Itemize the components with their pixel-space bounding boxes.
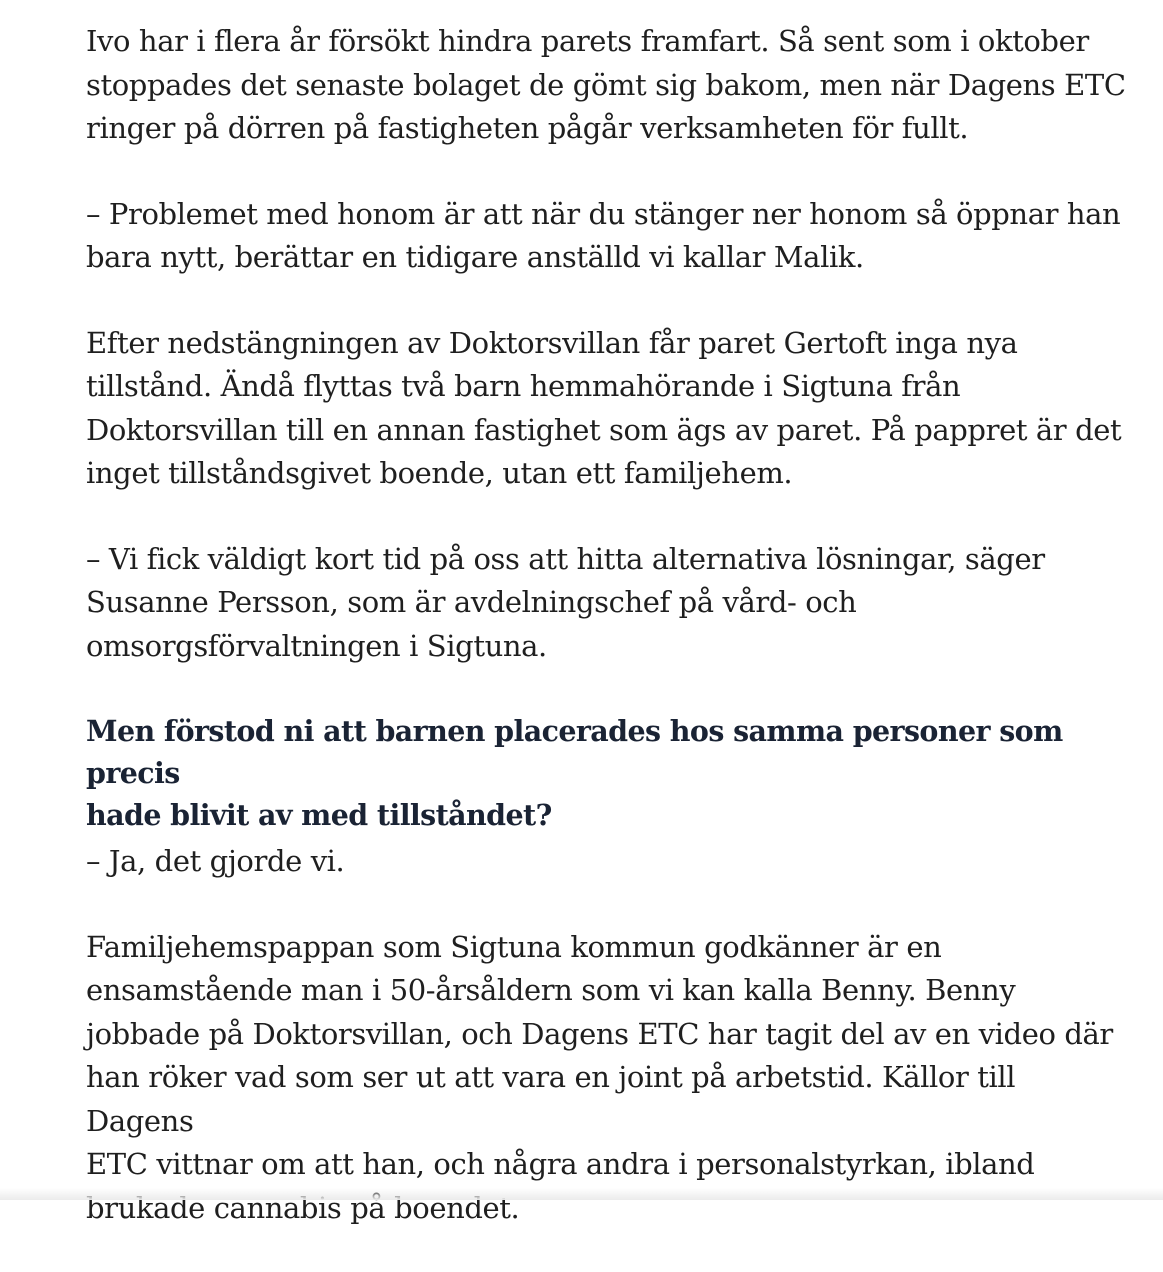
bottom-edge-shadow <box>0 1188 1163 1200</box>
interview-question: Men förstod ni att barnen placerades hos samma personer som precis hade blivit av med tillståndet? <box>86 710 1126 836</box>
interview-answer: – Ja, det gjorde vi. <box>86 840 1126 884</box>
paragraph-benny: Familjehemspappan som Sigtuna kommun godkänner är en ensamstående man i 50-årsåldern som vi kan kalla Benny. Benny jobbade på Doktorsvillan, och Dagens ETC har tagit del av en video där han röker vad som ser ut att vara en joint på arbetstid. Källor till Dagens ETC vittnar om att han, och några andra i personalstyrkan, ibland brukade cannabis på boendet. <box>86 926 1126 1231</box>
article-body <box>86 20 1126 1272</box>
paragraph-doktorsvillan: Efter nedstängningen av Doktorsvillan får paret Gertoft inga nya tillstånd. Ändå flyttas två barn hemmahörande i Sigtuna från Doktorsvillan till en annan fastighet som ägs av paret. På pappret är det inget tillståndsgivet boende, utan ett familjehem. <box>86 322 1126 496</box>
paragraph-ivo: Ivo har i flera år försökt hindra parets framfart. Så sent som i oktober stoppades det senaste bolaget de gömt sig bakom, men när Dagens ETC ringer på dörren på fastigheten pågår verksamheten för fullt. <box>86 20 1126 151</box>
paragraph-persson-quote: – Vi fick väldigt kort tid på oss att hitta alternativa lösningar, säger Susanne Persson, som är avdelningschef på vård- och omsorgsförvaltningen i Sigtuna. <box>86 538 1126 669</box>
paragraph-malik-quote: – Problemet med honom är att när du stänger ner honom så öppnar han bara nytt, berättar en tidigare anställd vi kallar Malik. <box>86 193 1126 280</box>
